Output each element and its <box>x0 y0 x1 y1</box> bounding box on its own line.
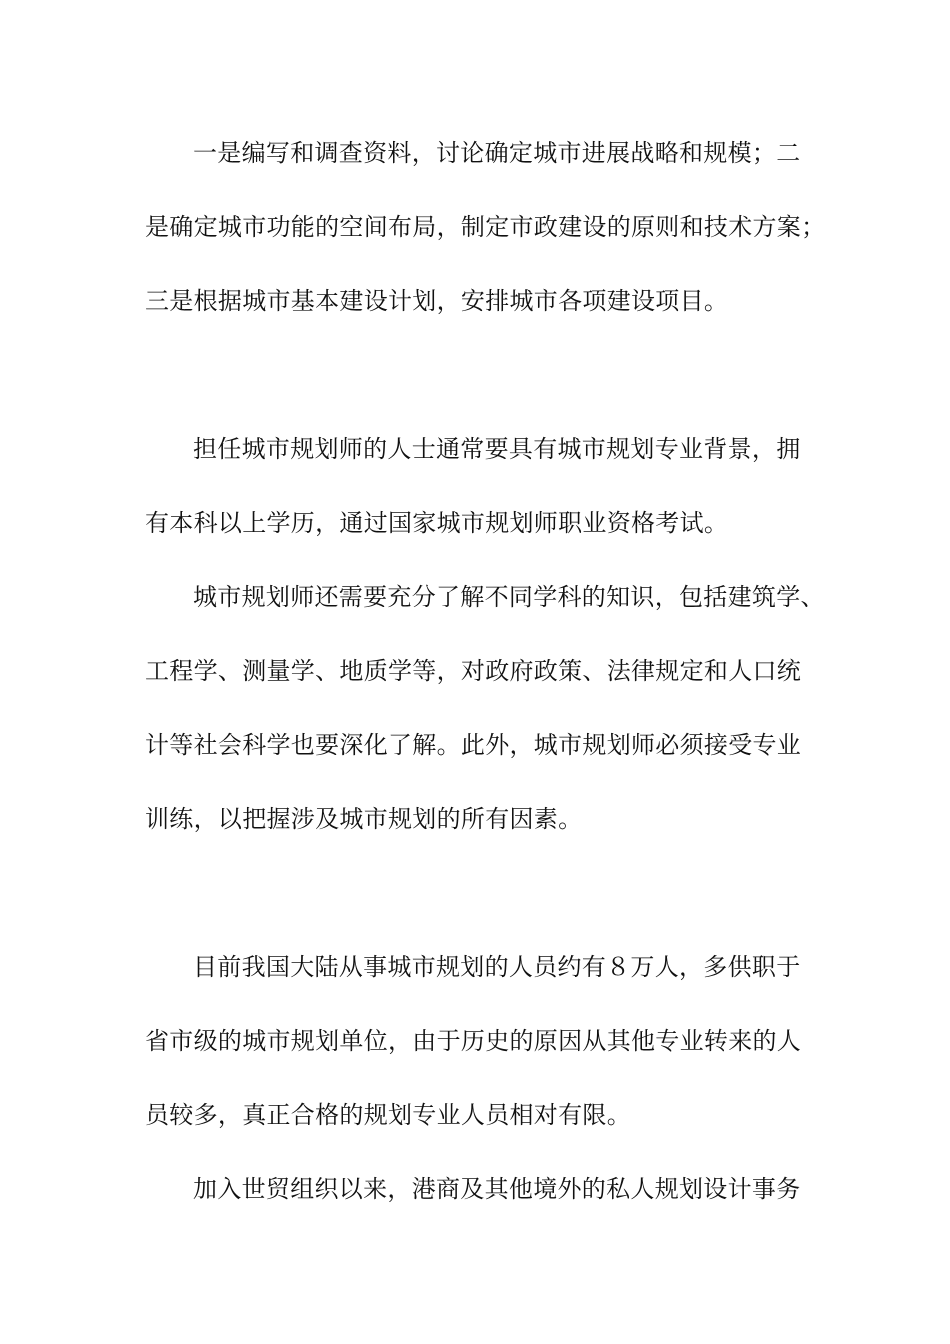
paragraph-1-line-2: 是确定城市功能的空间布局，制定市政建设的原则和技术方案； <box>145 213 826 241</box>
paragraph-4-line-2: 省市级的城市规划单位，由于历史的原因从其他专业转来的人 <box>145 1027 802 1055</box>
paragraph-1-line-1: 一是编写和调查资料，讨论确定城市进展战略和规模；二 <box>193 139 801 167</box>
paragraph-4-line-1: 目前我国大陆从事城市规划的人员约有８万人，多供职于 <box>193 953 801 981</box>
paragraph-2-line-1: 担任城市规划师的人士通常要具有城市规划专业背景，拥 <box>193 435 801 463</box>
paragraph-2-line-2: 有本科以上学历，通过国家城市规划师职业资格考试。 <box>145 509 729 537</box>
paragraph-3-line-4: 训练，以把握涉及城市规划的所有因素。 <box>145 805 583 833</box>
paragraph-1-line-3: 三是根据城市基本建设计划，安排城市各项建设项目。 <box>145 287 729 315</box>
paragraph-5-line-1: 加入世贸组织以来，港商及其他境外的私人规划设计事务 <box>193 1175 801 1203</box>
paragraph-3-line-3: 计等社会科学也要深化了解。此外，城市规划师必须接受专业 <box>145 731 802 759</box>
paragraph-3-line-2: 工程学、测量学、地质学等，对政府政策、法律规定和人口统 <box>145 657 802 685</box>
paragraph-3-line-1: 城市规划师还需要充分了解不同学科的知识，包括建筑学、 <box>193 583 825 611</box>
paragraph-4-line-3: 员较多，真正合格的规划专业人员相对有限。 <box>145 1101 631 1129</box>
